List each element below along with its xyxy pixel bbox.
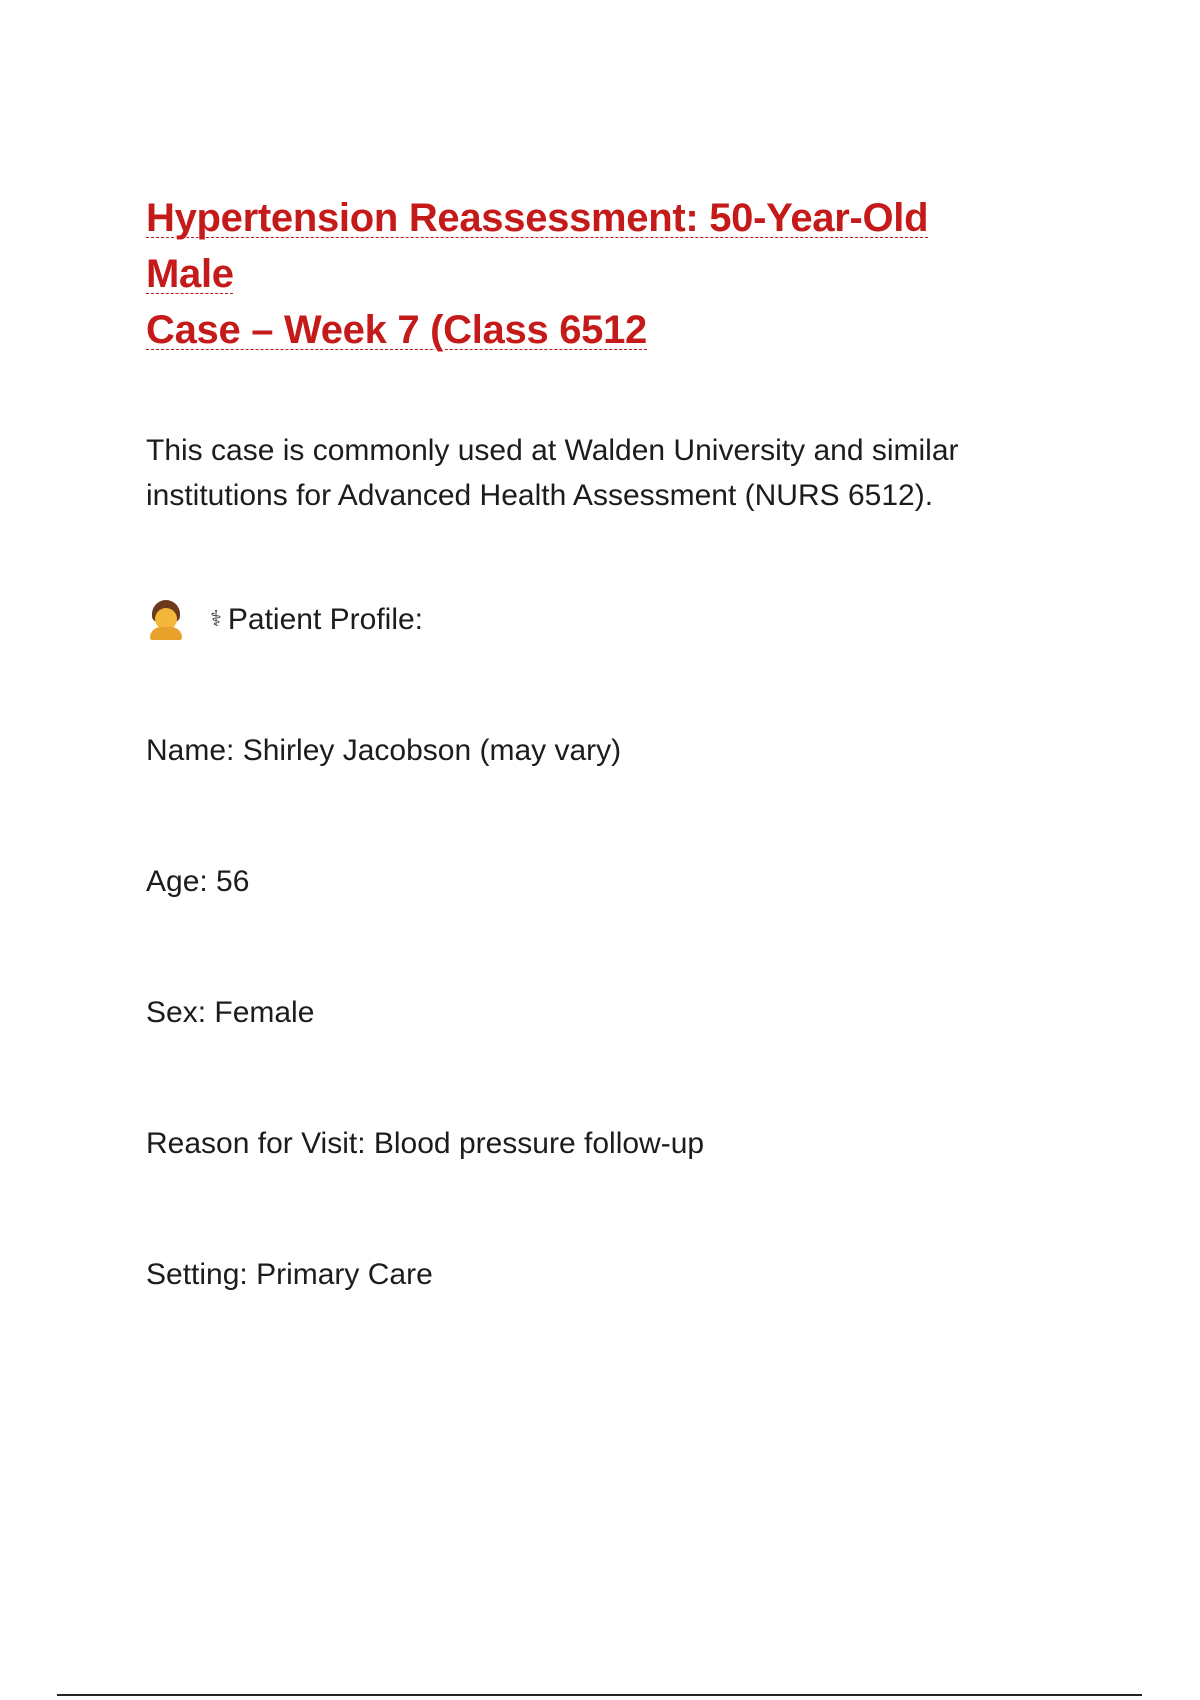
profile-heading-label: Patient Profile:: [227, 603, 424, 636]
document-title-link[interactable]: [146, 190, 1026, 358]
field-setting: Setting: Primary Care: [146, 1258, 433, 1291]
field-age: Age: 56: [146, 865, 250, 898]
intro-paragraph: [146, 428, 1026, 518]
document-content: [146, 190, 1026, 1295]
intro-line-1: This case is commonly used at Walden University and similar: [146, 434, 959, 467]
title-line-2: Case – Week 7 (Class 6512: [146, 308, 647, 352]
page-bottom-divider: [57, 1694, 1142, 1696]
field-name: Name: Shirley Jacobson (may vary): [146, 734, 622, 767]
title-line-1: Hypertension Reassessment: 50-Year-Old Male: [146, 196, 929, 296]
field-reason: Reason for Visit: Blood pressure follow-up: [146, 1127, 705, 1160]
caduceus-icon: ⚕: [210, 607, 222, 632]
person-icon: [146, 600, 186, 640]
field-sex: Sex: Female: [146, 996, 315, 1029]
patient-profile-heading: [146, 600, 1026, 640]
intro-line-2: institutions for Advanced Health Assessment (NURS 6512).: [146, 479, 934, 512]
